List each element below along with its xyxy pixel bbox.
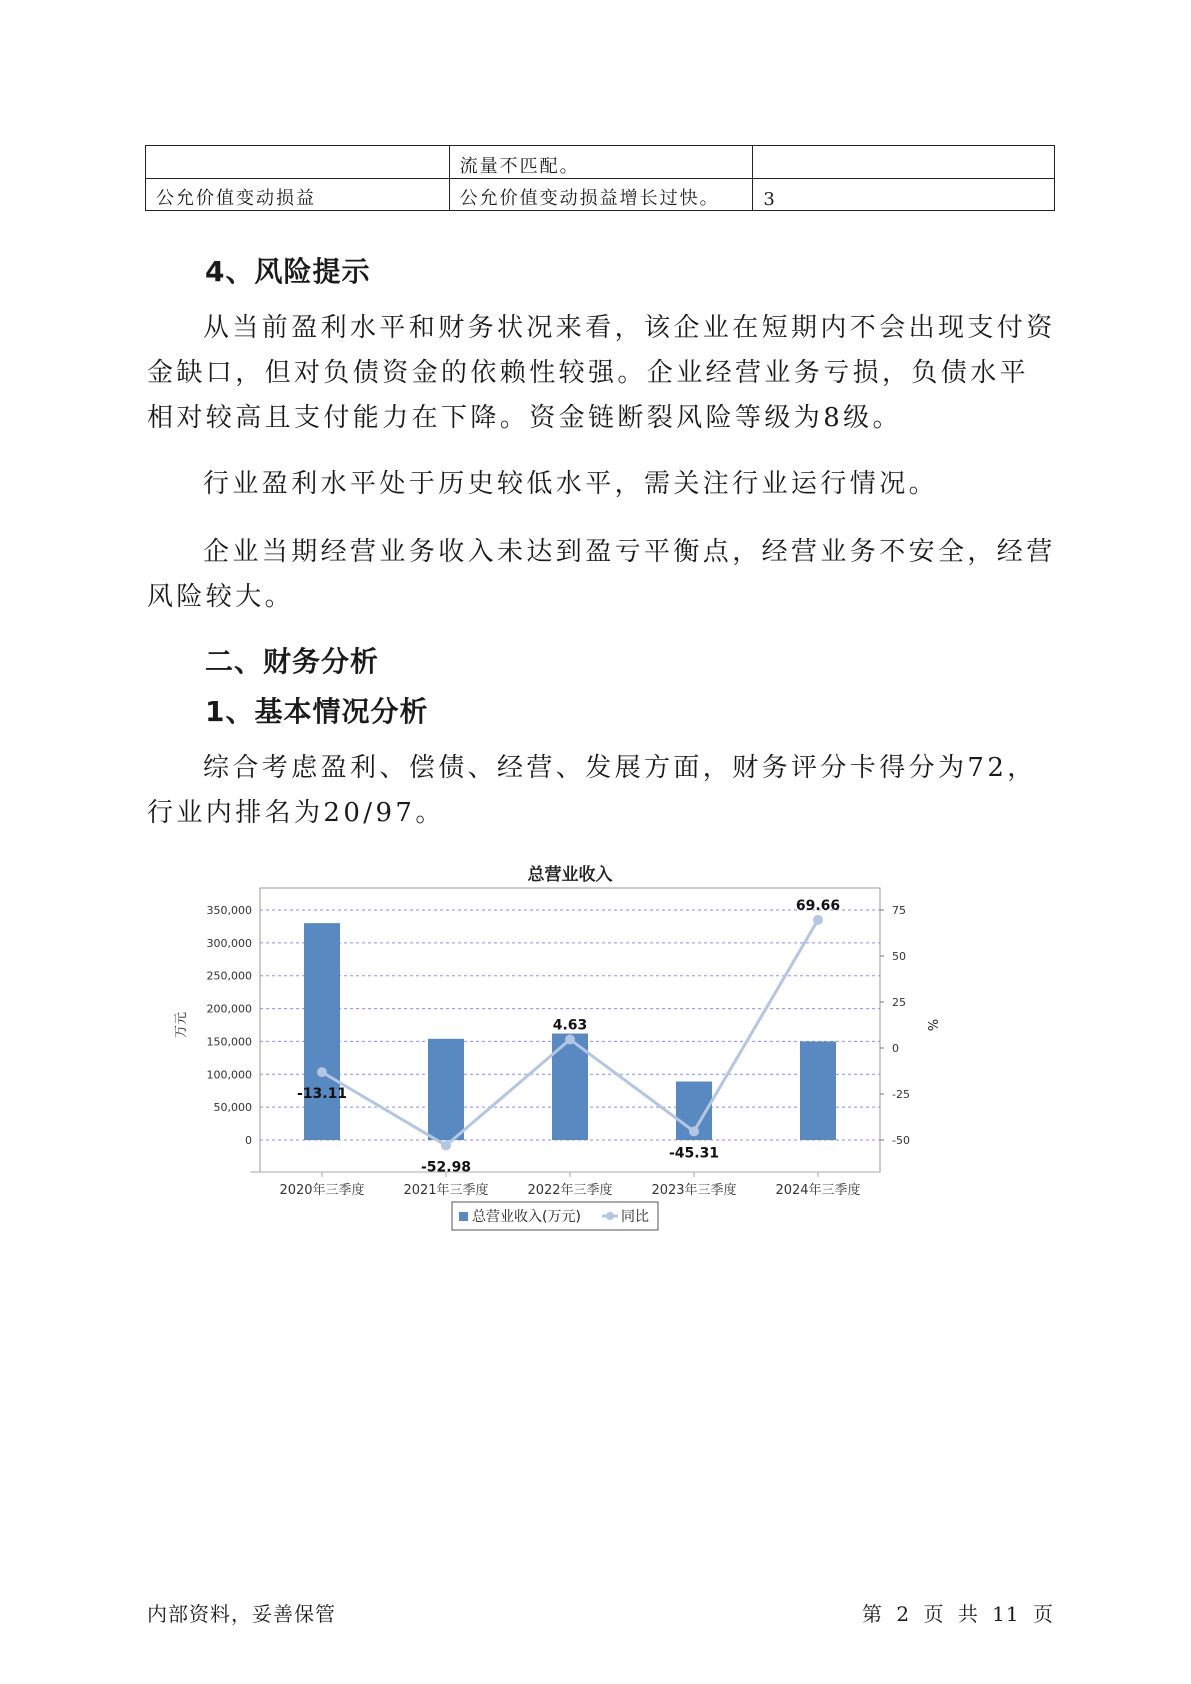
chart-svg (170, 860, 1030, 1320)
risk-table (145, 145, 1055, 211)
y2-axis-label: % (924, 1018, 939, 1032)
line-point (441, 1140, 451, 1150)
y2-tick-label: 50 (892, 950, 906, 963)
table-cell (146, 146, 450, 179)
legend-swatch-bar (459, 1212, 468, 1221)
x-tick-label: 2020年三季度 (279, 1183, 365, 1198)
y2-tick-label: -25 (892, 1088, 910, 1101)
y2-tick-label: -50 (892, 1134, 910, 1147)
y-tick-label: 300,000 (206, 936, 252, 950)
bar (800, 1041, 836, 1140)
revenue-chart (170, 860, 1030, 1320)
table-cell (753, 146, 1055, 179)
y2-tick-label: 0 (892, 1042, 899, 1055)
footer-confidential: 内部资料，妥善保管 (147, 1602, 336, 1626)
data-label: 4.63 (552, 1017, 588, 1034)
chart-title: 总营业收入 (527, 865, 613, 885)
bar (428, 1039, 464, 1140)
y-tick-label: 150,000 (206, 1035, 252, 1049)
paragraph: 从当前盈利水平和财务状况来看，该企业在短期内不会出现支付资金缺口，但对负债资金的依赖性较强。企业经营业务亏损，负债水平相对较高且支付能力在下降。资金链断裂风险等级为8级。 (147, 313, 1056, 433)
legend-label-yoy: 同比 (621, 1209, 649, 1225)
y-tick-label: 100,000 (206, 1068, 252, 1082)
legend-label-revenue: 总营业收入(万元) (472, 1209, 581, 1225)
table-cell: 公允价值变动损益 (146, 179, 450, 211)
legend-swatch-point (606, 1212, 614, 1220)
table-cell: 流量不匹配。 (449, 146, 753, 179)
table-row (146, 146, 1055, 179)
data-label: -45.31 (668, 1145, 720, 1162)
y-tick-label: 250,000 (206, 969, 252, 983)
data-label: -52.98 (420, 1159, 472, 1176)
footer-page-number: 第 2 页 共 11 页 (862, 1602, 1054, 1626)
table-cell: 公允价值变动损益增长过快。 (449, 179, 753, 211)
paragraph: 企业当期经营业务收入未达到盈亏平衡点，经营业务不安全，经营风险较大。 (147, 537, 1056, 612)
paragraph: 综合考虑盈利、偿债、经营、发展方面，财务评分卡得分为72，行业内排名为20/97。 (147, 753, 1037, 828)
y2-tick-label: 75 (892, 904, 906, 917)
line-point (317, 1067, 327, 1077)
section-heading-financial: 二、财务分析 (205, 645, 380, 678)
paragraph: 行业盈利水平处于历史较低水平，需关注行业运行情况。 (203, 469, 939, 499)
y-tick-label: 350,000 (206, 904, 252, 917)
data-label: -13.11 (296, 1086, 348, 1103)
bar (304, 923, 340, 1140)
sub-heading-basic: 1、基本情况分析 (205, 695, 429, 728)
x-tick-label: 2023年三季度 (651, 1183, 737, 1198)
y-tick-label: 0 (245, 1134, 252, 1147)
y-tick-label: 200,000 (206, 1002, 252, 1016)
x-tick-label: 2024年三季度 (775, 1183, 861, 1198)
x-tick-label: 2022年三季度 (527, 1183, 613, 1198)
x-tick-label: 2021年三季度 (403, 1183, 489, 1198)
line-point (813, 915, 823, 925)
y2-tick-label: 25 (892, 996, 906, 1009)
line-point (565, 1034, 575, 1044)
line-point (689, 1126, 699, 1136)
section-heading-risk: 4、风险提示 (205, 255, 371, 288)
y-axis-label: 万元 (174, 1011, 189, 1039)
table-row (146, 179, 1055, 211)
data-label: 69.66 (795, 897, 841, 914)
y-tick-label: 50,000 (213, 1101, 252, 1115)
table-cell: 3 (753, 179, 1055, 211)
